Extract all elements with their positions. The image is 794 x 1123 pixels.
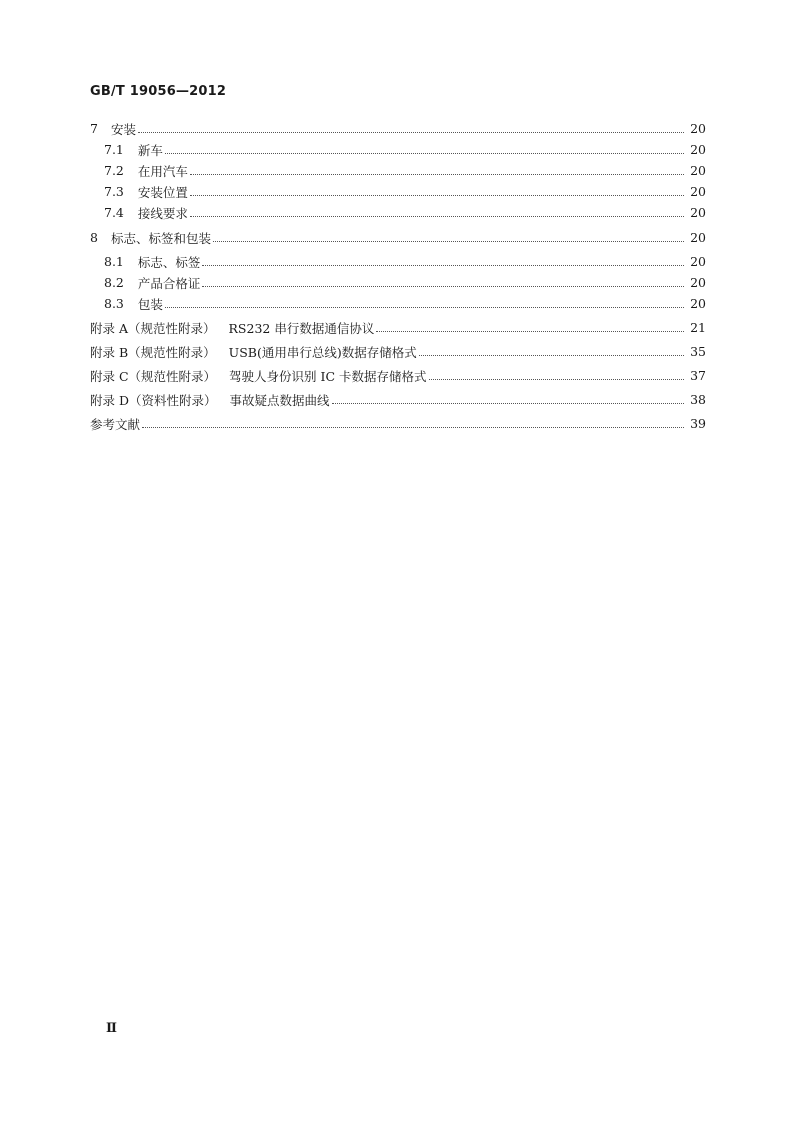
toc-page-number: 39 xyxy=(690,416,706,431)
toc-number: 8.3 xyxy=(104,296,124,311)
toc-entry-references[interactable] xyxy=(90,413,706,434)
dot-leader xyxy=(419,355,684,356)
toc-title: 事故疑点数据曲线 xyxy=(229,392,330,408)
toc-title: USB(通用串行总线)数据存储格式 xyxy=(228,344,417,360)
toc-entry-7-3[interactable] xyxy=(90,181,706,202)
toc-title: 安装位置 xyxy=(137,184,188,200)
toc-entry-appendix-a[interactable] xyxy=(90,317,706,338)
toc-entry-8-1[interactable] xyxy=(90,251,706,272)
toc-title: 标志、标签 xyxy=(137,254,201,270)
toc-title: RS232 串行数据通信协议 xyxy=(228,320,375,336)
dot-leader xyxy=(202,265,684,266)
toc-title: 在用汽车 xyxy=(137,163,188,179)
toc-title: 接线要求 xyxy=(137,205,188,221)
dot-leader xyxy=(376,331,684,332)
dot-leader xyxy=(165,307,684,308)
toc-page-number: 20 xyxy=(690,275,706,290)
dot-leader xyxy=(165,153,684,154)
toc-page-number: 20 xyxy=(690,184,706,199)
document-code: GB/T 19056—2012 xyxy=(90,84,227,99)
dot-leader xyxy=(202,286,684,287)
toc-title: 安装 xyxy=(110,121,136,137)
toc-entry-7-1[interactable] xyxy=(90,139,706,160)
dot-leader xyxy=(332,403,684,404)
toc-title: 包装 xyxy=(137,296,163,312)
dot-leader xyxy=(429,379,685,380)
dot-leader xyxy=(142,427,684,428)
toc-page-number: 20 xyxy=(690,142,706,157)
toc-title: 参考文献 xyxy=(90,416,141,432)
toc-page-number: 35 xyxy=(690,344,706,359)
toc-number: 8.1 xyxy=(104,254,124,269)
dot-leader xyxy=(190,195,684,196)
toc-number: 7.2 xyxy=(104,163,124,178)
toc-entry-7[interactable] xyxy=(90,118,706,139)
dot-leader xyxy=(190,174,684,175)
toc-title: 产品合格证 xyxy=(137,275,201,291)
toc-page-number: 20 xyxy=(690,254,706,269)
toc-number: 附录 C（规范性附录） xyxy=(90,368,217,384)
toc-page-number: 37 xyxy=(690,368,706,383)
dot-leader xyxy=(213,241,684,242)
toc-number: 8.2 xyxy=(104,275,124,290)
toc-entry-8-3[interactable] xyxy=(90,293,706,314)
toc-number: 7.4 xyxy=(104,205,124,220)
toc-number: 7.1 xyxy=(104,142,124,157)
toc-title: 标志、标签和包装 xyxy=(110,230,211,246)
toc-entry-7-4[interactable] xyxy=(90,202,706,223)
toc-number: 附录 D（资料性附录） xyxy=(90,392,217,408)
toc-page-number: 20 xyxy=(690,121,706,136)
toc-entry-appendix-d[interactable] xyxy=(90,389,706,410)
toc-entry-appendix-b[interactable] xyxy=(90,341,706,362)
toc-number: 7.3 xyxy=(104,184,124,199)
toc-entry-appendix-c[interactable] xyxy=(90,365,706,386)
toc-entry-7-2[interactable] xyxy=(90,160,706,181)
toc-page-number: 21 xyxy=(690,320,706,335)
toc-number: 附录 A（规范性附录） xyxy=(90,320,216,336)
toc-page-number: 20 xyxy=(690,163,706,178)
toc-entry-8-2[interactable] xyxy=(90,272,706,293)
dot-leader xyxy=(138,132,684,133)
toc-page-number: 20 xyxy=(690,230,706,245)
table-of-contents xyxy=(90,118,706,434)
toc-number: 7 xyxy=(90,121,98,136)
toc-number: 8 xyxy=(90,230,98,245)
toc-number: 附录 B（规范性附录） xyxy=(90,344,216,360)
toc-title: 新车 xyxy=(137,142,163,158)
toc-page-number: 20 xyxy=(690,205,706,220)
toc-page-number: 20 xyxy=(690,296,706,311)
page-number-roman: Ⅱ xyxy=(106,1021,117,1036)
toc-page-number: 38 xyxy=(690,392,706,407)
toc-title: 驾驶人身份识别 IC 卡数据存储格式 xyxy=(229,368,427,384)
dot-leader xyxy=(190,216,684,217)
toc-entry-8[interactable] xyxy=(90,227,706,248)
